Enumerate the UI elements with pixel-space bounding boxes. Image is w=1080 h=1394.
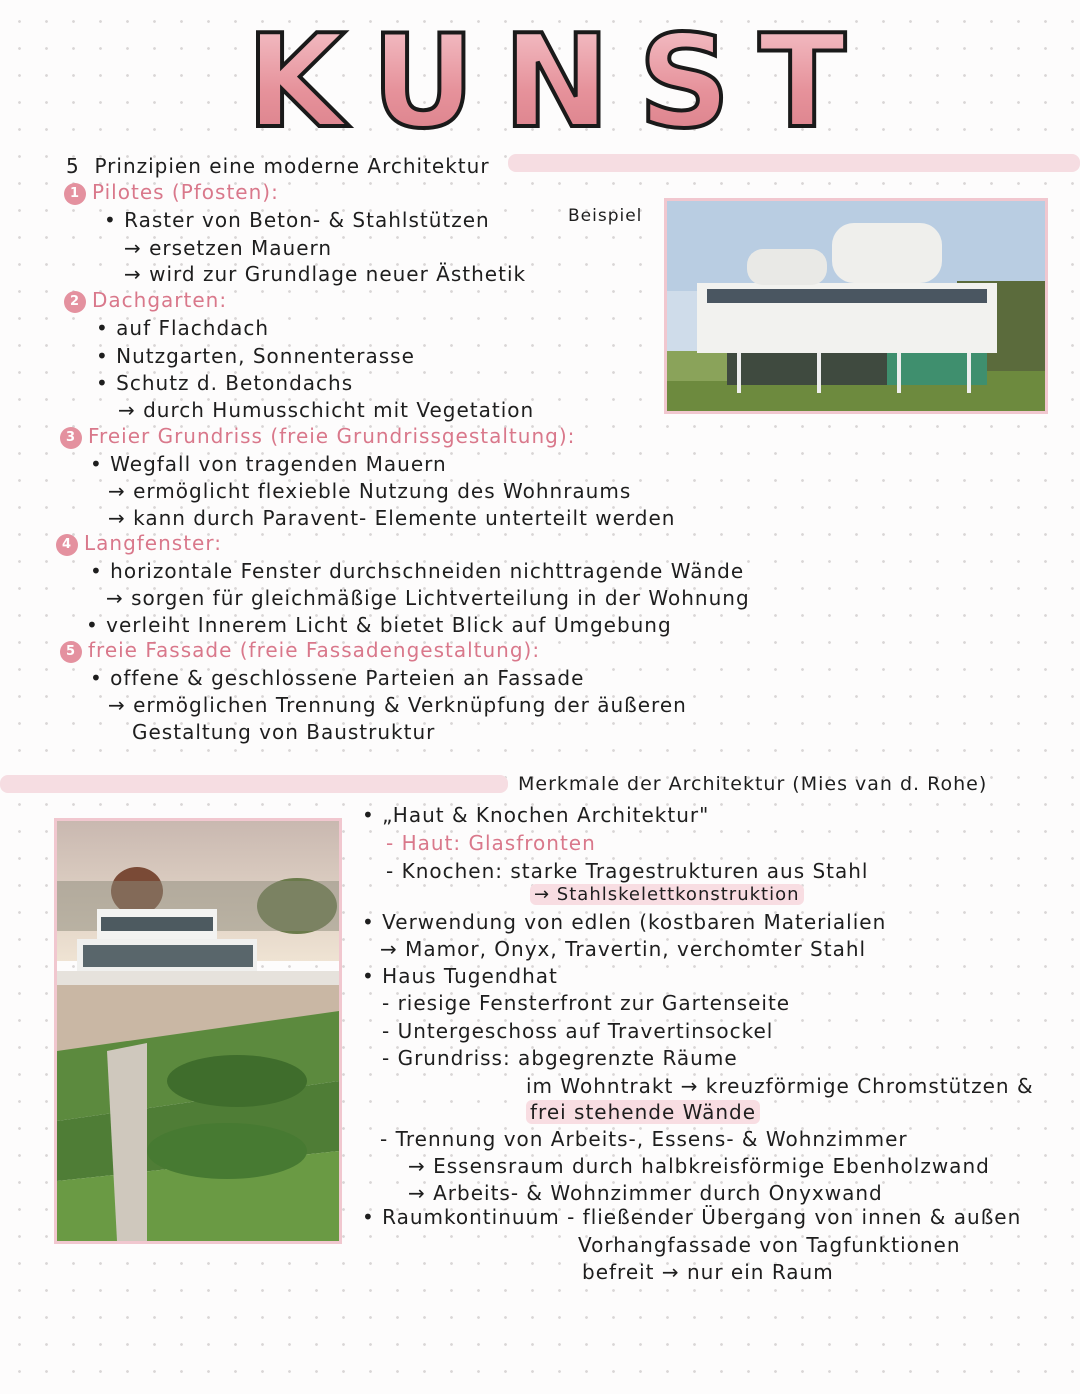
principle-5-line-3: Gestaltung von Baustruktur: [132, 720, 436, 744]
section2-line-15: → Arbeits- & Wohnzimmer durch Onyxwand: [408, 1181, 883, 1205]
section2-line-12: frei stehende Wände: [526, 1102, 760, 1122]
section2-heading: Merkmale der Architektur (Mies van d. Rohe): [518, 773, 988, 795]
principle-5-number: 5: [60, 641, 82, 663]
principle-4-number: 4: [56, 534, 78, 556]
principle-4-line-1: • horizontale Fenster durchschneiden nichttragende Wände: [90, 559, 745, 583]
principle-3-number: 3: [60, 427, 82, 449]
section2-line-6: → Mamor, Onyx, Travertin, verchomter Stahl: [380, 937, 867, 961]
section2-line-2: - Haut: Glasfronten: [386, 831, 596, 855]
principle-5-title: 5 freie Fassade (freie Fassadengestaltung):: [60, 640, 540, 663]
principle-1-line-2: → ersetzen Mauern: [124, 236, 333, 260]
title-bubble-lettering: [200, 18, 920, 148]
section2-line-14: → Essensraum durch halbkreisförmige Ebenholzwand: [408, 1154, 990, 1178]
section2-line-17: Vorhangfassade von Tagfunktionen: [578, 1233, 961, 1257]
section1-heading: 5 Prinzipien eine moderne Architektur: [66, 154, 490, 178]
principle-2-number: 2: [64, 291, 86, 313]
principle-3-line-1: • Wegfall von tragenden Mauern: [90, 452, 447, 476]
section1-divider: [508, 154, 1080, 172]
principle-4-line-3: • verleiht Innerem Licht & bietet Blick auf Umgebung: [86, 613, 672, 637]
principle-1-line-3: → wird zur Grundlage neuer Ästhetik: [124, 262, 527, 286]
section2-line-10: - Grundriss: abgegrenzte Räume: [382, 1046, 738, 1070]
villa-savoye-photo: [664, 198, 1048, 414]
principle-2-line-3: • Schutz d. Betondachs: [96, 371, 354, 395]
section2-line-16: • Raumkontinuum - fließender Übergang von innen & außen: [362, 1205, 1022, 1229]
principle-2-line-4: → durch Humusschicht mit Vegetation: [118, 398, 535, 422]
section2-line-4: → Stahlskelettkonstruktion: [530, 886, 804, 904]
principle-4-title: 4 Langfenster:: [56, 533, 222, 556]
section2-line-3: - Knochen: starke Tragestrukturen aus Stahl: [386, 859, 869, 883]
principle-2-title: 2 Dachgarten:: [64, 290, 227, 313]
principle-5-line-2: → ermöglichen Trennung & Verknüpfung der äußeren: [108, 693, 687, 717]
principle-1-number: 1: [64, 183, 86, 205]
principle-5-line-1: • offene & geschlossene Parteien an Fassade: [90, 666, 585, 690]
section2-line-5: • Verwendung von edlen (kostbaren Materialien: [362, 910, 887, 934]
section2-line-13: - Trennung von Arbeits-, Essens- & Wohnzimmer: [380, 1127, 908, 1151]
section2-line-9: - Untergeschoss auf Travertinsockel: [382, 1019, 774, 1043]
section2-line-8: - riesige Fensterfront zur Gartenseite: [382, 991, 791, 1015]
principle-3-line-3: → kann durch Paravent- Elemente unterteilt werden: [108, 506, 676, 530]
principle-3-line-2: → ermöglicht flexieble Nutzung des Wohnraums: [108, 479, 632, 503]
section2-line-18: befreit → nur ein Raum: [582, 1260, 834, 1284]
section2-divider: [0, 775, 508, 793]
principle-1-title: 1 Pilotes (Pfosten):: [64, 182, 279, 205]
principle-2-line-2: • Nutzgarten, Sonnenterasse: [96, 344, 415, 368]
example-label: Beispiel: [568, 206, 643, 226]
principle-1-line-1: • Raster von Beton- & Stahlstützen: [104, 208, 490, 232]
title-text: KUNST: [246, 18, 874, 148]
section2-line-1: • „Haut & Knochen Architektur": [362, 803, 710, 827]
principle-3-title: 3 Freier Grundriss (freie Grundrissgestaltung):: [60, 426, 575, 449]
haus-tugendhat-photo: [54, 818, 342, 1244]
section2-line-7: • Haus Tugendhat: [362, 964, 558, 988]
principle-4-line-2: → sorgen für gleichmäßige Lichtverteilung in der Wohnung: [106, 586, 750, 610]
section2-line-11: im Wohntrakt → kreuzförmige Chromstützen &: [526, 1074, 1034, 1098]
principle-2-line-1: • auf Flachdach: [96, 316, 270, 340]
